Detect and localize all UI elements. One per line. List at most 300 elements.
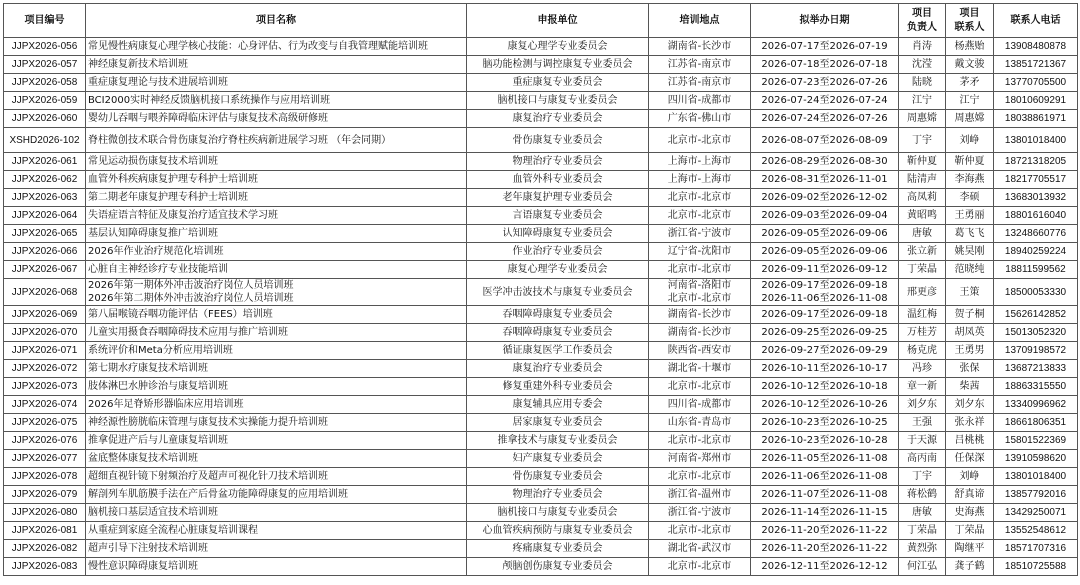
cell-dates-line: 2026-11-20至2026-11-22 [761,525,888,536]
cell-location [649,243,751,261]
cell-location [649,432,751,450]
cell-code: JJPX2026-075 [4,414,86,432]
cell-name-line: 重症康复理论与技术进展培训班 [88,77,228,88]
header-unit: 申报单位 [467,4,649,38]
cell-unit: 老年康复护理专业委员会 [467,189,649,207]
cell-location-line: 北京市-北京市 [667,210,732,221]
cell-code: JJPX2026-071 [4,342,86,360]
table-row [4,306,1078,324]
cell-name-line: 神经康复新技术培训班 [88,59,188,70]
cell-name [86,189,467,207]
cell-owner: 刘夕东 [899,396,946,414]
cell-code: JJPX2026-065 [4,225,86,243]
table-row [4,378,1078,396]
cell-phone: 13801018400 [994,128,1078,153]
cell-dates [751,486,899,504]
cell-dates [751,38,899,56]
cell-location-line: 上海市-上海市 [667,156,732,167]
cell-contact: 龚子鹤 [946,558,994,576]
cell-phone: 13801018400 [994,468,1078,486]
table-row [4,504,1078,522]
cell-dates-line: 2026-07-18至2026-07-18 [761,59,888,70]
table-row [4,486,1078,504]
cell-location [649,92,751,110]
cell-contact: 周惠嫦 [946,110,994,128]
cell-dates-line: 2026-09-11至2026-09-12 [761,264,888,275]
cell-location-line: 湖南省-长沙市 [667,41,732,52]
cell-location-line: 江苏省-南京市 [667,59,732,70]
cell-location-line: 湖北省-十堰市 [667,363,732,374]
cell-location-line: 陕西省-西安市 [667,345,732,356]
table-body [4,38,1078,576]
cell-name [86,378,467,396]
cell-location-line: 北京市-北京市 [667,264,732,275]
cell-location [649,360,751,378]
table-row [4,540,1078,558]
cell-code: JJPX2026-077 [4,450,86,468]
cell-name [86,468,467,486]
cell-name [86,432,467,450]
cell-phone: 18940259224 [994,243,1078,261]
cell-dates-line: 2026-11-14至2026-11-15 [761,507,888,518]
table-row [4,225,1078,243]
cell-code: JJPX2026-059 [4,92,86,110]
cell-dates-line: 2026-10-12至2026-10-26 [761,399,888,410]
cell-contact: 靳仲夏 [946,153,994,171]
cell-phone: 13851721367 [994,56,1078,74]
cell-location [649,171,751,189]
cell-unit: 康复治疗专业委员会 [467,360,649,378]
cell-name-line: 婴幼儿吞咽与喂养障碍临床评估与康复技术高级研修班 [88,113,328,124]
cell-contact: 葛飞飞 [946,225,994,243]
cell-code: JJPX2026-056 [4,38,86,56]
cell-location-line: 山东省-青岛市 [667,417,732,428]
cell-dates [751,207,899,225]
cell-name-line: 解剖列车肌筋膜手法在产后骨盆功能障碍康复的应用培训班 [88,489,348,500]
cell-location-line: 辽宁省-沈阳市 [667,246,732,257]
table-row [4,261,1078,279]
cell-phone: 18721318205 [994,153,1078,171]
cell-owner: 陆清声 [899,171,946,189]
header-name: 项目名称 [86,4,467,38]
table-row [4,243,1078,261]
cell-location [649,468,751,486]
cell-dates-line: 2026-07-17至2026-07-19 [761,41,888,52]
cell-dates [751,504,899,522]
table-row [4,56,1078,74]
cell-dates-line: 2026-11-06至2026-11-08 [761,293,888,304]
cell-owner: 黄烈弥 [899,540,946,558]
cell-name [86,360,467,378]
cell-unit: 疼痛康复专业委员会 [467,540,649,558]
cell-name [86,74,467,92]
cell-dates [751,432,899,450]
cell-dates [751,306,899,324]
cell-name [86,486,467,504]
cell-dates [751,468,899,486]
cell-unit: 循证康复医学工作委员会 [467,342,649,360]
cell-dates-line: 2026-09-27至2026-09-29 [761,345,888,356]
cell-unit: 言语康复专业委员会 [467,207,649,225]
cell-contact: 王勇丽 [946,207,994,225]
cell-location [649,74,751,92]
cell-phone: 13709198572 [994,342,1078,360]
cell-location-line: 浙江省-温州市 [667,489,732,500]
cell-location-line: 北京市-北京市 [667,192,732,203]
cell-contact: 丁荣晶 [946,522,994,540]
cell-dates-line: 2026-09-05至2026-09-06 [761,246,888,257]
cell-owner: 张立新 [899,243,946,261]
table-row [4,189,1078,207]
cell-phone: 13552548612 [994,522,1078,540]
cell-name-line: 心脏自主神经诊疗专业技能培训 [88,264,228,275]
table-row [4,207,1078,225]
cell-owner: 章一新 [899,378,946,396]
cell-dates-line: 2026-10-23至2026-10-28 [761,435,888,446]
cell-dates-line: 2026-09-03至2026-09-04 [761,210,888,221]
cell-unit: 物理治疗专业委员会 [467,486,649,504]
cell-dates [751,74,899,92]
cell-contact: 姚昊刚 [946,243,994,261]
cell-code: JJPX2026-080 [4,504,86,522]
cell-phone: 13429250071 [994,504,1078,522]
cell-contact: 张保 [946,360,994,378]
cell-contact: 王策 [946,279,994,306]
cell-dates-line: 2026-07-24至2026-07-26 [761,113,888,124]
cell-name [86,306,467,324]
header-dates: 拟举办日期 [751,4,899,38]
cell-name-line: 失语症语言特征及康复治疗适宜技术学习班 [88,210,278,221]
cell-owner: 于天源 [899,432,946,450]
cell-owner: 唐敏 [899,504,946,522]
cell-name [86,414,467,432]
cell-contact: 范晓纯 [946,261,994,279]
cell-code: JJPX2026-076 [4,432,86,450]
cell-location [649,207,751,225]
cell-location-line: 北京市-北京市 [667,561,732,572]
cell-name-line: 儿童实用摄食吞咽障碍技术应用与推广培训班 [88,327,288,338]
cell-code: JJPX2026-066 [4,243,86,261]
cell-name [86,38,467,56]
cell-owner: 冯珍 [899,360,946,378]
cell-unit: 脑机接口与康复专业委员会 [467,92,649,110]
cell-unit: 血管外科专业委员会 [467,171,649,189]
cell-unit: 物理治疗专业委员会 [467,153,649,171]
cell-owner: 黄昭鸣 [899,207,946,225]
cell-contact: 陶继平 [946,540,994,558]
cell-unit: 认知障碍康复专业委员会 [467,225,649,243]
cell-phone: 13770705500 [994,74,1078,92]
cell-name [86,153,467,171]
cell-phone: 18571707316 [994,540,1078,558]
cell-dates [751,522,899,540]
cell-dates-line: 2026-10-23至2026-10-25 [761,417,888,428]
table-row [4,360,1078,378]
cell-phone: 13857792016 [994,486,1078,504]
cell-name-line: 超细直视针镜下射频治疗及超声可视化针刀技术培训班 [88,471,328,482]
table-row [4,110,1078,128]
cell-location [649,306,751,324]
cell-name [86,207,467,225]
table-row [4,128,1078,153]
cell-owner: 陆晓 [899,74,946,92]
cell-location-line: 四川省-成都市 [667,95,732,106]
cell-phone: 18801616040 [994,207,1078,225]
cell-name-line: 盆底整体康复技术培训班 [88,453,198,464]
cell-name [86,171,467,189]
cell-code: JJPX2026-063 [4,189,86,207]
cell-contact: 杨燕贻 [946,38,994,56]
cell-location [649,261,751,279]
header-phone: 联系人电话 [994,4,1078,38]
cell-dates [751,243,899,261]
cell-unit: 康复心理学专业委员会 [467,261,649,279]
cell-code: JJPX2026-083 [4,558,86,576]
cell-name-line: 超声引导下注射技术培训班 [88,543,208,554]
cell-dates [751,128,899,153]
cell-contact: 刘峥 [946,128,994,153]
cell-unit: 作业治疗专业委员会 [467,243,649,261]
cell-location-line: 北京市-北京市 [667,134,732,146]
header-code: 项目编号 [4,4,86,38]
cell-name-line: 慢性意识障碍康复培训班 [88,561,198,572]
table-row [4,342,1078,360]
cell-code: JJPX2026-058 [4,74,86,92]
cell-owner: 丁荣晶 [899,261,946,279]
cell-location-line: 河南省-洛阳市 [667,280,732,291]
cell-location [649,342,751,360]
cell-name [86,558,467,576]
cell-unit: 推拿技术与康复专业委员会 [467,432,649,450]
cell-name-line: 肢体淋巴水肿诊治与康复培训班 [88,381,228,392]
cell-name-line: 推拿促进产后与儿童康复培训班 [88,435,228,446]
cell-dates-line: 2026-10-11至2026-10-17 [761,363,888,374]
cell-dates [751,540,899,558]
cell-code: JJPX2026-068 [4,279,86,306]
cell-code: JJPX2026-060 [4,110,86,128]
cell-phone: 13910598620 [994,450,1078,468]
cell-location-line: 河南省-郑州市 [667,453,732,464]
cell-dates [751,189,899,207]
cell-code: JJPX2026-067 [4,261,86,279]
cell-contact: 刘夕东 [946,396,994,414]
table-row [4,450,1078,468]
cell-location-line: 湖北省-武汉市 [667,543,732,554]
cell-location [649,558,751,576]
cell-contact: 任保深 [946,450,994,468]
cell-contact: 王勇男 [946,342,994,360]
cell-contact: 贺子桐 [946,306,994,324]
cell-location-line: 上海市-上海市 [667,174,732,185]
table-row [4,396,1078,414]
cell-phone: 18217705517 [994,171,1078,189]
cell-contact: 胡凤英 [946,324,994,342]
cell-code: JJPX2026-057 [4,56,86,74]
cell-owner: 高丙南 [899,450,946,468]
cell-phone: 13683013932 [994,189,1078,207]
cell-owner: 沈滢 [899,56,946,74]
table-row [4,153,1078,171]
cell-dates [751,110,899,128]
cell-owner: 王强 [899,414,946,432]
cell-name-line: 脑机接口基层适宜技术培训班 [88,507,218,518]
cell-dates-line: 2026-11-06至2026-11-08 [761,471,888,482]
cell-location [649,110,751,128]
cell-code: JJPX2026-082 [4,540,86,558]
cell-phone: 18863315550 [994,378,1078,396]
cell-location [649,189,751,207]
cell-name-line: 从重症到家庭全流程心脏康复培训课程 [88,525,258,536]
table-row [4,432,1078,450]
cell-location [649,540,751,558]
cell-contact: 张永祥 [946,414,994,432]
cell-unit: 吞咽障碍康复专业委员会 [467,324,649,342]
cell-dates-line: 2026-08-31至2026-11-01 [761,174,888,185]
cell-dates [751,261,899,279]
cell-name-line: 第二期老年康复护理专科护士培训班 [88,192,248,203]
cell-location-line: 北京市-北京市 [667,381,732,392]
cell-owner: 邢更彦 [899,279,946,306]
cell-unit: 吞咽障碍康复专业委员会 [467,306,649,324]
cell-phone: 18038861971 [994,110,1078,128]
cell-name [86,92,467,110]
cell-owner: 丁宇 [899,468,946,486]
table-row [4,468,1078,486]
cell-dates [751,153,899,171]
cell-dates-line: 2026-08-07至2026-08-09 [761,134,888,146]
cell-location [649,378,751,396]
cell-location-line: 湖南省-长沙市 [667,327,732,338]
cell-name-line: 系统评价和Meta分析应用培训班 [88,345,233,356]
cell-location [649,56,751,74]
cell-phone: 18010609291 [994,92,1078,110]
cell-name [86,110,467,128]
cell-code: JJPX2026-061 [4,153,86,171]
cell-owner: 靳仲夏 [899,153,946,171]
cell-dates [751,92,899,110]
cell-name [86,342,467,360]
cell-contact: 李海燕 [946,171,994,189]
cell-code: JJPX2026-073 [4,378,86,396]
cell-phone: 15626142852 [994,306,1078,324]
cell-location-line: 浙江省-宁波市 [667,228,732,239]
cell-phone: 13248660776 [994,225,1078,243]
cell-contact: 刘峥 [946,468,994,486]
cell-location-line: 北京市-北京市 [667,435,732,446]
cell-unit: 居家康复专业委员会 [467,414,649,432]
cell-phone: 18500053330 [994,279,1078,306]
cell-dates [751,279,899,306]
cell-location-line: 北京市-北京市 [667,293,732,304]
cell-dates [751,324,899,342]
cell-location [649,396,751,414]
cell-contact: 江宁 [946,92,994,110]
header-row [4,4,1078,38]
cell-name-line: BCI2000实时神经反馈脑机接口系统操作与应用培训班 [88,95,331,106]
cell-dates [751,414,899,432]
cell-name-line: 2026年第一期体外冲击波治疗岗位人员培训班 [88,280,294,291]
cell-unit: 颅脑创伤康复专业委员会 [467,558,649,576]
cell-dates [751,558,899,576]
cell-dates [751,360,899,378]
cell-name [86,243,467,261]
cell-contact: 舒真谛 [946,486,994,504]
cell-dates-line: 2026-11-07至2026-11-08 [761,489,888,500]
cell-unit: 康复心理学专业委员会 [467,38,649,56]
cell-dates-line: 2026-09-05至2026-09-06 [761,228,888,239]
cell-name [86,279,467,306]
table-row [4,38,1078,56]
cell-owner: 丁荣晶 [899,522,946,540]
cell-contact: 茅矛 [946,74,994,92]
cell-phone: 18661806351 [994,414,1078,432]
cell-owner: 杨克虎 [899,342,946,360]
cell-code: JJPX2026-062 [4,171,86,189]
cell-name-line: 第八届喉镜吞咽功能评估（FEES）培训班 [88,309,273,320]
cell-name-line: 第七期水疗康复技术培训班 [88,363,208,374]
cell-name [86,261,467,279]
cell-owner: 何江弘 [899,558,946,576]
cell-owner: 唐敏 [899,225,946,243]
cell-phone: 15013052320 [994,324,1078,342]
cell-unit: 脑机接口与康复专业委员会 [467,504,649,522]
cell-phone: 13908480878 [994,38,1078,56]
cell-phone: 13687213833 [994,360,1078,378]
cell-location-line: 四川省-成都市 [667,399,732,410]
cell-location-line: 北京市-北京市 [667,471,732,482]
cell-name-line: 2026年作业治疗规范化培训班 [88,246,224,257]
cell-name [86,128,467,153]
cell-contact: 戴文骏 [946,56,994,74]
cell-owner: 肖涛 [899,38,946,56]
cell-name-line: 脊柱微创技术联合骨伤康复治疗脊柱疾病新进展学习班 （年会同期） [88,134,392,146]
cell-dates-line: 2026-11-05至2026-11-08 [761,453,888,464]
cell-location-line: 江苏省-南京市 [667,77,732,88]
cell-code: JJPX2026-078 [4,468,86,486]
cell-dates [751,378,899,396]
cell-dates-line: 2026-09-25至2026-09-25 [761,327,888,338]
cell-name [86,522,467,540]
cell-unit: 修复重建外科专业委员会 [467,378,649,396]
cell-location [649,522,751,540]
cell-unit: 妇产康复专业委员会 [467,450,649,468]
cell-contact: 史海燕 [946,504,994,522]
cell-unit: 骨伤康复专业委员会 [467,468,649,486]
cell-name [86,540,467,558]
table-row [4,522,1078,540]
cell-location [649,153,751,171]
header-contact: 项目 联系人 [946,4,994,38]
cell-phone: 18811599562 [994,261,1078,279]
table-row [4,558,1078,576]
cell-name-line: 常见运动损伤康复技术培训班 [88,156,218,167]
cell-dates-line: 2026-11-20至2026-11-22 [761,543,888,554]
cell-dates-line: 2026-08-29至2026-08-30 [761,156,888,167]
cell-location [649,279,751,306]
cell-owner: 高凤莉 [899,189,946,207]
cell-phone: 18510725588 [994,558,1078,576]
cell-dates-line: 2026-09-02至2026-12-02 [761,192,888,203]
cell-unit: 骨伤康复专业委员会 [467,128,649,153]
cell-location [649,38,751,56]
cell-code: JJPX2026-070 [4,324,86,342]
cell-location [649,128,751,153]
cell-name-line: 2026年第二期体外冲击波治疗岗位人员培训班 [88,293,294,304]
cell-code: XSHD2026-102 [4,128,86,153]
cell-code: JJPX2026-074 [4,396,86,414]
cell-location-line: 北京市-北京市 [667,525,732,536]
cell-dates [751,450,899,468]
